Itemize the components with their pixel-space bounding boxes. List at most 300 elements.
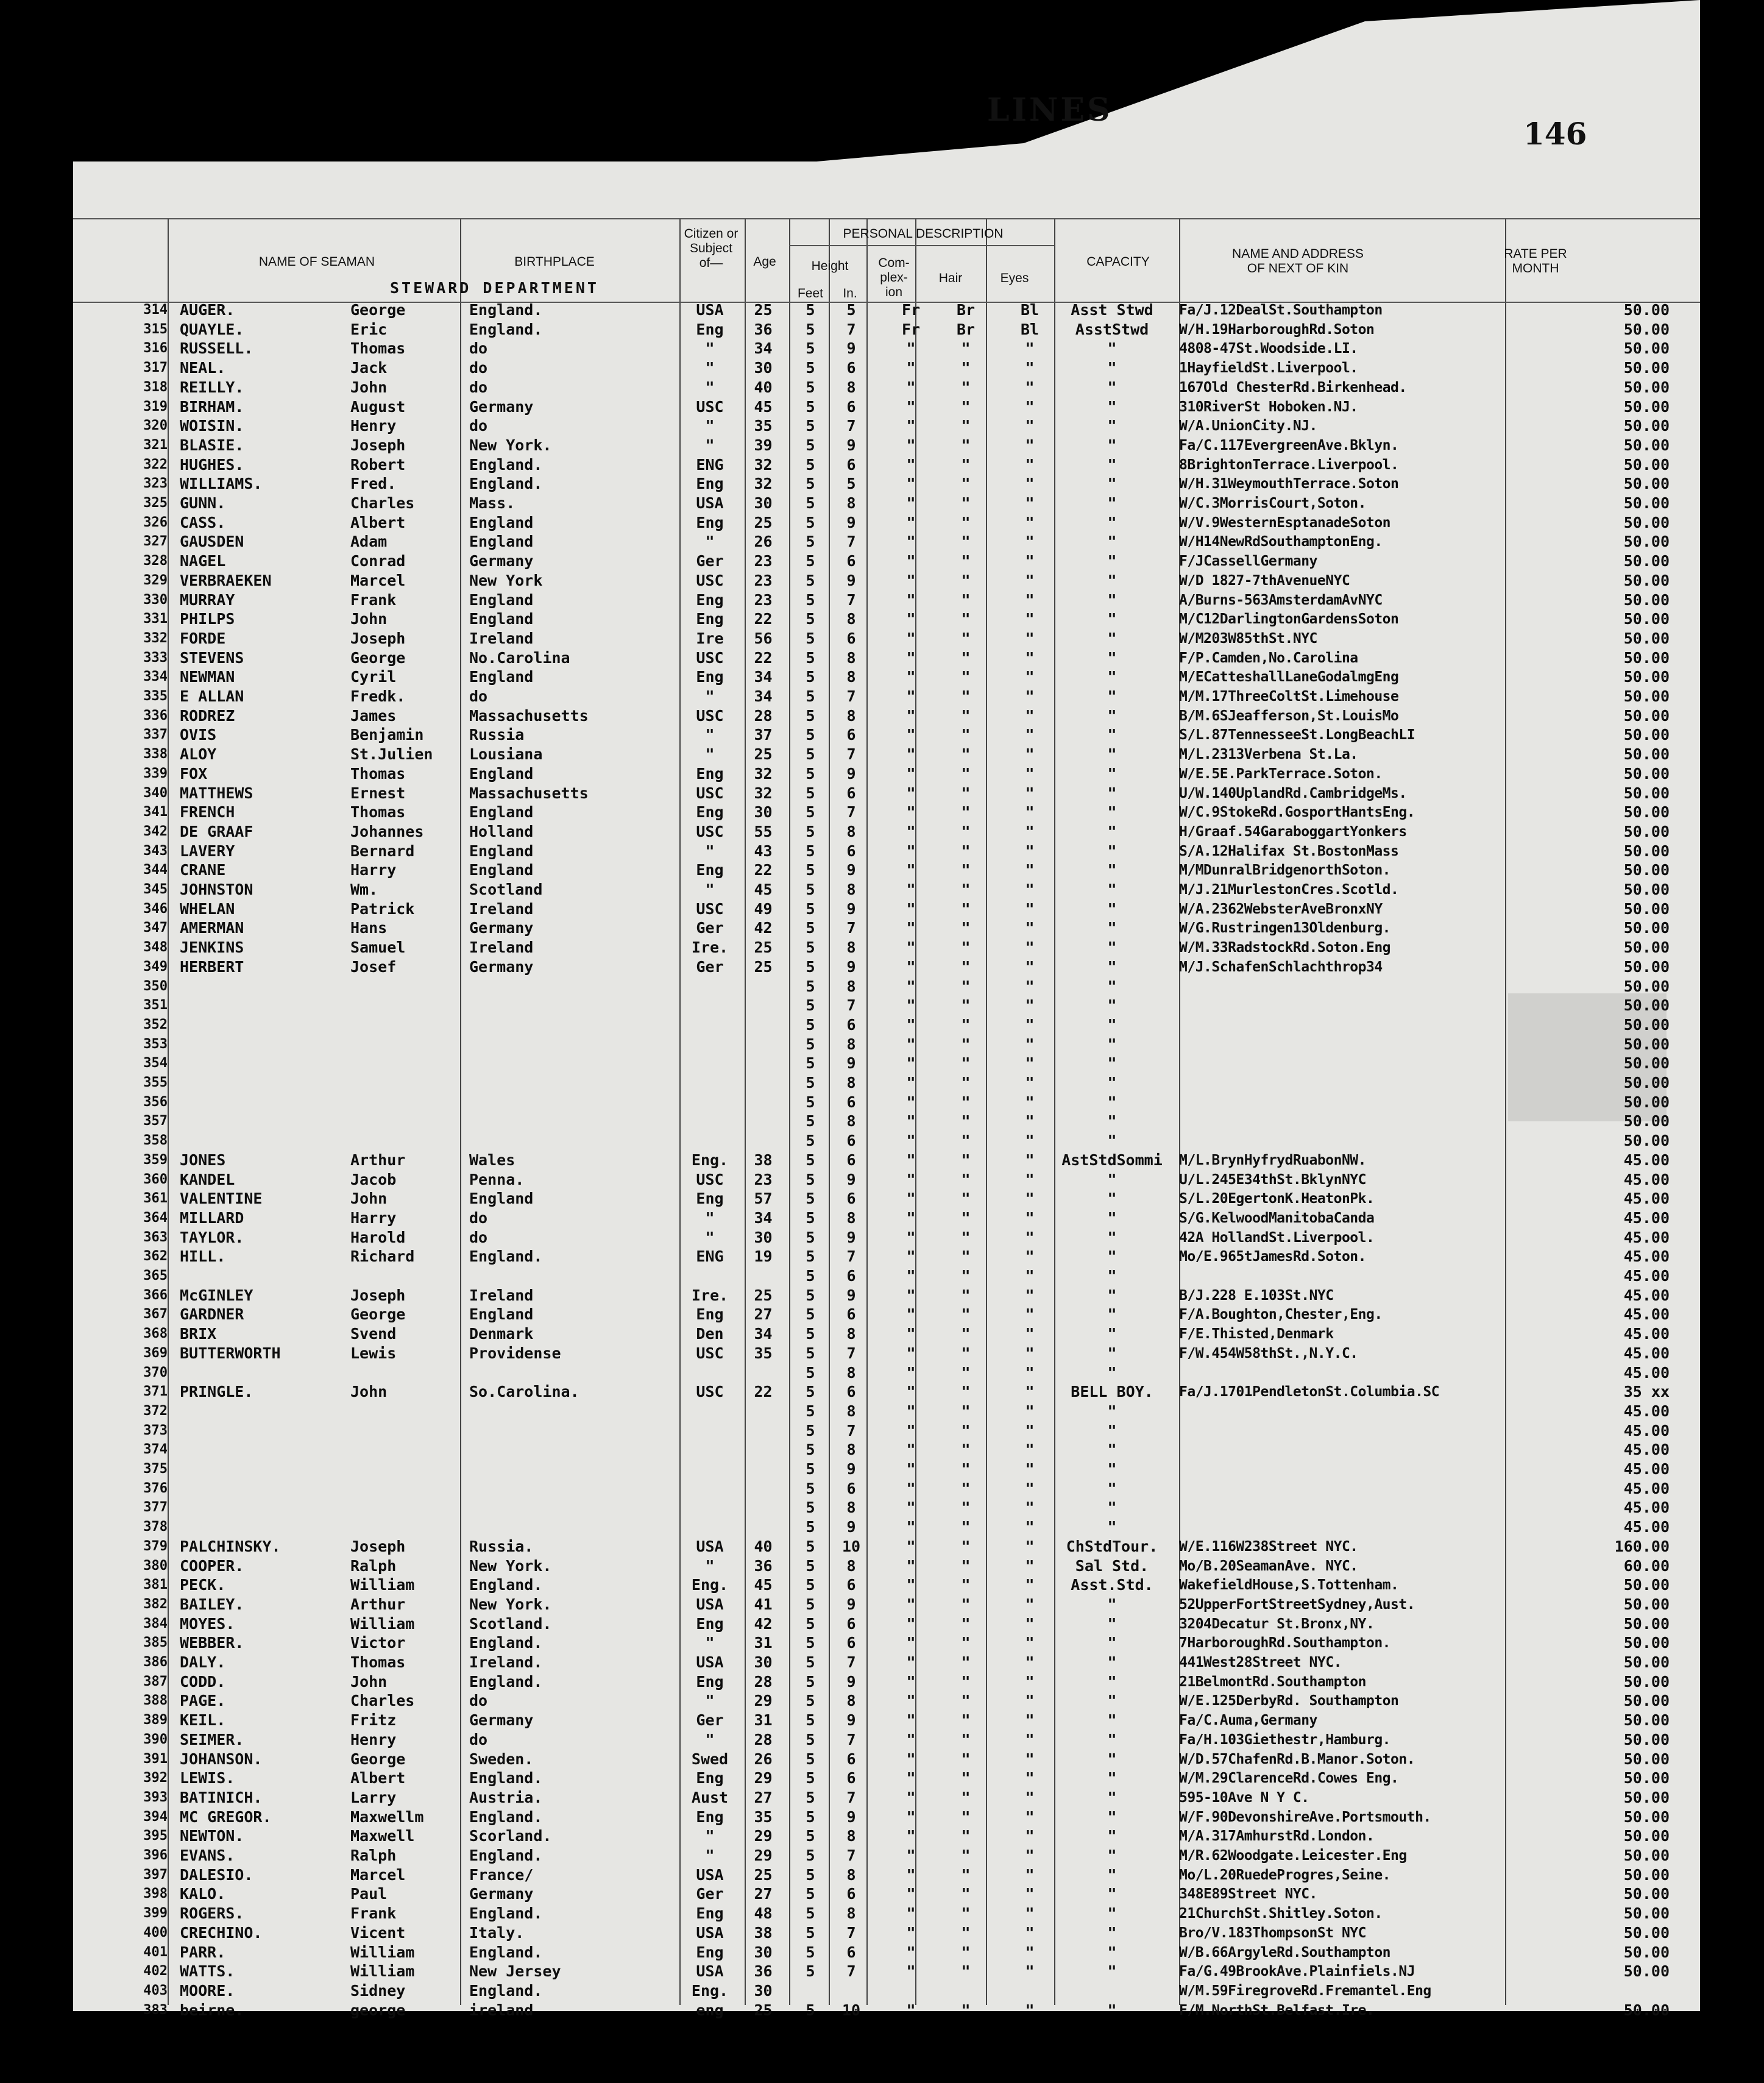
hair: " [961,1537,971,1555]
hair: " [961,1750,971,1768]
height-inches: 9 [846,1286,856,1304]
eyes: " [1025,1479,1035,1497]
height-inches: 6 [846,1750,856,1768]
given-name: George [350,301,406,319]
height-feet: 5 [806,339,815,358]
table-row [0,687,1764,706]
height-feet: 5 [806,1305,815,1324]
age: 32 [754,475,773,493]
entry-number: 359 [143,1152,168,1168]
capacity: " [1107,1865,1117,1884]
eyes: Bl [1020,320,1040,338]
entry-number: 369 [143,1345,168,1361]
table-row [0,1556,1764,1576]
capacity: " [1107,397,1117,416]
table-row [0,1305,1764,1324]
surname: BLASIE. [180,436,244,454]
height-inches: 8 [846,939,856,957]
height-inches: 8 [846,1112,856,1130]
height-inches: 7 [846,1344,856,1362]
age: 28 [754,1730,773,1748]
rate: 50.00 [1623,1692,1670,1710]
height-feet: 5 [806,301,815,319]
entry-number: 340 [143,785,168,801]
rate: 45.00 [1623,1479,1670,1497]
birthplace: England [469,764,534,782]
hair: " [961,378,971,396]
rate: 50.00 [1623,591,1670,609]
rate: 50.00 [1623,436,1670,454]
entry-number: 339 [143,765,168,781]
eyes: " [1025,842,1035,860]
rate: 50.00 [1623,1035,1670,1053]
next-of-kin: M/ECatteshallLaneGodalmgEng [1179,669,1399,686]
age: 25 [754,1865,773,1884]
capacity: " [1107,1847,1117,1864]
table-row [0,1575,1764,1595]
height-feet: 5 [806,1402,815,1420]
citizenship: Eng [696,1808,724,1826]
given-name: Harry [350,861,397,879]
citizenship: Eng [696,1769,724,1787]
birthplace: do [469,1692,488,1710]
entry-number: 368 [143,1326,168,1342]
birthplace: England [469,803,534,821]
age: 43 [754,842,773,860]
next-of-kin: F/W.454W58thSt.,N.Y.C. [1179,1345,1358,1361]
citizenship: " [705,1730,715,1748]
height-inches: 7 [846,1653,856,1671]
height-inches: 9 [846,1170,856,1188]
age: 26 [754,1750,773,1768]
eyes: " [1025,1247,1035,1266]
age: 30 [754,803,773,821]
capacity: " [1107,939,1117,957]
surname: AUGER. [180,301,235,319]
surname: CRANE [180,861,226,879]
hair: " [961,1865,971,1884]
height-feet: 5 [806,1170,815,1188]
citizenship: ENG [696,455,724,474]
eyes: " [1025,745,1035,764]
entry-number: 379 [143,1538,168,1554]
birthplace: ireland [469,2001,534,2019]
citizenship: " [705,533,715,551]
surname: LAVERY [180,842,235,860]
eyes: " [1025,1865,1035,1884]
next-of-kin: W/E.5E.ParkTerrace.Soton. [1179,765,1383,782]
surname: JENKINS [180,939,244,957]
complexion: " [906,1151,916,1169]
height-feet: 5 [806,1325,815,1343]
capacity: " [1107,1441,1117,1459]
next-of-kin: A/Burns-563AmsterdamAvNYC [1179,592,1383,608]
given-name: Conrad [350,552,406,570]
capacity: " [1107,417,1117,435]
entry-number: 391 [143,1751,168,1767]
next-of-kin: W/M.29ClarenceRd.Cowes Eng. [1179,1770,1399,1787]
given-name: Svend [350,1325,397,1343]
height-inches: 6 [846,842,856,860]
height-feet: 5 [806,1808,815,1826]
entry-number: 320 [143,418,168,434]
height-feet: 5 [806,1750,815,1768]
age: 36 [754,1556,773,1575]
capacity: BELL BOY. [1071,1383,1153,1401]
complexion: " [906,803,916,821]
surname: NAGEL [180,552,226,570]
birthplace: New York. [469,1595,552,1613]
capacity: " [1107,1267,1117,1285]
table-row [0,1498,1764,1517]
entry-number: 341 [143,804,168,820]
complexion: " [906,1074,916,1091]
entry-number: 399 [143,1906,168,1922]
next-of-kin: W/G.Rustringen13Oldenburg. [1179,920,1391,937]
citizenship: USA [696,1962,724,1981]
table-row [0,1151,1764,1170]
age: 34 [754,687,773,705]
hair: " [961,957,971,976]
height-feet: 5 [806,552,815,570]
citizenship: " [705,1556,715,1575]
complexion: " [906,861,916,879]
height-feet: 5 [806,1479,815,1497]
hair: " [961,1730,971,1748]
rate: 50.00 [1623,494,1670,512]
next-of-kin: S/L.20EgertonK.HeatonPk. [1179,1191,1375,1207]
height-feet: 5 [806,668,815,686]
capacity: " [1107,687,1117,705]
table-row [0,667,1764,687]
eyes: " [1025,1344,1035,1362]
complexion: " [906,1672,916,1691]
age: 32 [754,784,773,802]
hair: " [961,552,971,570]
hair: " [961,1692,971,1710]
entry-number: 378 [143,1519,168,1535]
age: 34 [754,668,773,686]
height-feet: 5 [806,610,815,628]
eyes: " [1025,861,1035,879]
height-feet: 5 [806,842,815,860]
table-row [0,1093,1764,1112]
given-name: Arthur [350,1151,406,1169]
hair: " [961,475,971,493]
height-feet: 5 [806,455,815,474]
complexion: " [906,455,916,474]
next-of-kin: W/H.19HarboroughRd.Soton [1179,321,1375,338]
surname: NEWMAN [180,668,235,686]
rate: 50.00 [1623,1769,1670,1787]
height-feet: 5 [806,1730,815,1748]
table-row [0,1826,1764,1846]
hair: " [961,1885,971,1903]
citizenship: Eng [696,513,724,531]
eyes: Bl [1020,301,1040,319]
given-name: William [350,1576,415,1594]
next-of-kin: B/M.6SJeafferson,St.LouisMo [1179,708,1399,724]
table-row [0,1073,1764,1093]
surname: QUAYLE. [180,320,244,338]
hair: " [961,842,971,860]
age: 32 [754,764,773,782]
height-feet: 5 [806,1267,815,1285]
entry-number: 395 [143,1828,168,1844]
age: 39 [754,436,773,454]
eyes: " [1025,1093,1035,1111]
complexion: " [906,900,916,918]
birthplace: Germany [469,919,534,937]
capacity: " [1107,1074,1117,1091]
table-row [0,416,1764,436]
age: 29 [754,1769,773,1787]
rate: 50.00 [1623,706,1670,725]
surname: VERBRAEKEN [180,571,272,589]
birthplace: do [469,359,488,377]
surname: WATTS. [180,1962,235,1981]
surname: KEIL. [180,1711,226,1730]
height-feet: 5 [806,2001,815,2019]
surname: MC GREGOR. [180,1808,272,1826]
complexion: " [906,1499,916,1517]
age: 31 [754,1634,773,1652]
birthplace: New York [469,571,543,589]
complexion: " [906,1286,916,1304]
given-name: Joseph [350,1537,406,1555]
given-name: Ernest [350,784,406,802]
age: 29 [754,1847,773,1864]
height-feet: 5 [806,1827,815,1845]
eyes: " [1025,803,1035,821]
complexion: " [906,1943,916,1961]
table-row [0,1035,1764,1054]
birthplace: Denmark [469,1325,534,1343]
hair: " [961,764,971,782]
next-of-kin: F/P.Camden,No.Carolina [1179,650,1358,666]
table-row [0,358,1764,378]
rate: 50.00 [1623,1923,1670,1942]
surname: HILL. [180,1247,226,1266]
citizenship: " [705,378,715,396]
height-feet: 5 [806,745,815,764]
age: 45 [754,1576,773,1594]
hair: " [961,1653,971,1671]
rate: 50.00 [1623,320,1670,338]
capacity: " [1107,1344,1117,1362]
age: 38 [754,1923,773,1942]
surname: EVANS. [180,1847,235,1864]
complexion: " [906,1750,916,1768]
entry-number: 315 [143,321,168,337]
hair: " [961,1711,971,1730]
age: 36 [754,1962,773,1981]
complexion: " [906,919,916,937]
next-of-kin: 310RiverSt Hoboken.NJ. [1179,399,1358,415]
height-feet: 5 [806,1441,815,1459]
birthplace: Russia. [469,1537,534,1555]
citizenship: USC [696,822,724,840]
complexion: " [906,1421,916,1439]
capacity: " [1107,359,1117,377]
citizenship: eng [696,2001,724,2019]
height-inches: 6 [846,1943,856,1961]
height-feet: 5 [806,1692,815,1710]
given-name: Arthur [350,1595,406,1613]
height-inches: 8 [846,1692,856,1710]
table-row [0,513,1764,533]
entry-number: 396 [143,1848,168,1863]
rate: 50.00 [1623,552,1670,570]
rate: 45.00 [1623,1267,1670,1285]
eyes: " [1025,1692,1035,1710]
table-row [0,1286,1764,1305]
age: 25 [754,2001,773,2019]
entry-number: 392 [143,1770,168,1786]
entry-number: 328 [143,553,168,569]
height-feet: 5 [806,1286,815,1304]
entry-number: 317 [143,360,168,376]
age: 37 [754,726,773,744]
age: 25 [754,957,773,976]
next-of-kin: W/M.33RadstockRd.Soton.Eng [1179,940,1391,956]
eyes: " [1025,977,1035,995]
capacity: " [1107,1228,1117,1246]
complexion: " [906,1112,916,1130]
height-inches: 6 [846,1614,856,1633]
age: 49 [754,900,773,918]
eyes: " [1025,1286,1035,1304]
given-name: Frank [350,1904,397,1923]
given-name: Robert [350,455,406,474]
rate: 45.00 [1623,1247,1670,1266]
complexion: " [906,629,916,647]
birthplace: England. [469,1672,543,1691]
birthplace: Scotland [469,881,543,898]
entry-number: 386 [143,1655,168,1670]
age: 28 [754,1672,773,1691]
entry-number: 330 [143,592,168,608]
complexion: " [906,842,916,860]
complexion: " [906,1614,916,1633]
given-name: Jacob [350,1170,397,1188]
height-inches: 9 [846,957,856,976]
eyes: " [1025,1170,1035,1188]
hair: " [961,919,971,937]
capacity: " [1107,1672,1117,1691]
birthplace: Ireland [469,1286,534,1304]
entry-number: 327 [143,534,168,550]
surname: MOORE. [180,1981,235,2000]
hair: " [961,339,971,358]
surname: STEVENS [180,648,244,667]
given-name: August [350,397,406,416]
capacity: " [1107,1208,1117,1227]
eyes: " [1025,359,1035,377]
rate: 45.00 [1623,1228,1670,1246]
hair: " [961,1344,971,1362]
height-feet: 5 [806,1499,815,1517]
height-inches: 8 [846,881,856,898]
citizenship: " [705,687,715,705]
hair: " [961,397,971,416]
capacity: " [1107,1808,1117,1826]
given-name: Joseph [350,629,406,647]
height-feet: 5 [806,475,815,493]
next-of-kin: 42A HollandSt.Liverpool. [1179,1229,1375,1246]
given-name: Harry [350,1208,397,1227]
complexion: Fr [901,301,921,319]
entry-number: 401 [143,1944,168,1960]
entry-number: 360 [143,1171,168,1187]
surname: PAGE. [180,1692,226,1710]
entry-number: 380 [143,1558,168,1574]
height-inches: 8 [846,1325,856,1343]
entry-number: 375 [143,1461,168,1477]
capacity: " [1107,1363,1117,1382]
citizenship: USA [696,1595,724,1613]
height-inches: 7 [846,1247,856,1266]
hair: " [961,1769,971,1787]
age: 27 [754,1885,773,1903]
capacity: " [1107,552,1117,570]
rate: 45.00 [1623,1286,1670,1304]
eyes: " [1025,1885,1035,1903]
entry-number: 347 [143,920,168,936]
given-name: Patrick [350,900,415,918]
given-name: James [350,706,397,725]
rate: 50.00 [1623,745,1670,764]
table-row [0,1865,1764,1885]
given-name: Paul [350,1885,388,1903]
capacity: Sal Std. [1075,1556,1149,1575]
table-row [0,1884,1764,1904]
header-rule [73,218,1700,219]
hair: " [961,455,971,474]
rate: 45.00 [1623,1363,1670,1382]
entry-number: 354 [143,1056,168,1071]
next-of-kin: W/V.9WesternEsptanadeSoton [1179,514,1391,531]
rate: 50.00 [1623,996,1670,1015]
surname: JOHNSTON [180,881,253,898]
height-inches: 8 [846,706,856,725]
age: 36 [754,320,773,338]
table-row [0,1015,1764,1035]
birthplace: England [469,842,534,860]
eyes: " [1025,1208,1035,1227]
complexion: " [906,1576,916,1594]
entry-number: 344 [143,862,168,878]
hair: Br [956,320,976,338]
complexion: " [906,939,916,957]
given-name: Thomas [350,764,406,782]
citizenship: Ger [696,1711,724,1730]
capacity: " [1107,1286,1117,1304]
surname: PHILPS [180,610,235,628]
table-row [0,918,1764,938]
table-row [0,1769,1764,1788]
birthplace: England [469,1305,534,1324]
entry-number: 323 [143,476,168,492]
hair: " [961,1962,971,1981]
entry-number: 332 [143,630,168,646]
complexion: " [906,1093,916,1111]
hair: " [961,822,971,840]
complexion: " [906,1923,916,1942]
rate: 45.00 [1623,1190,1670,1208]
entry-number: 331 [143,611,168,627]
hair: " [961,1672,971,1691]
